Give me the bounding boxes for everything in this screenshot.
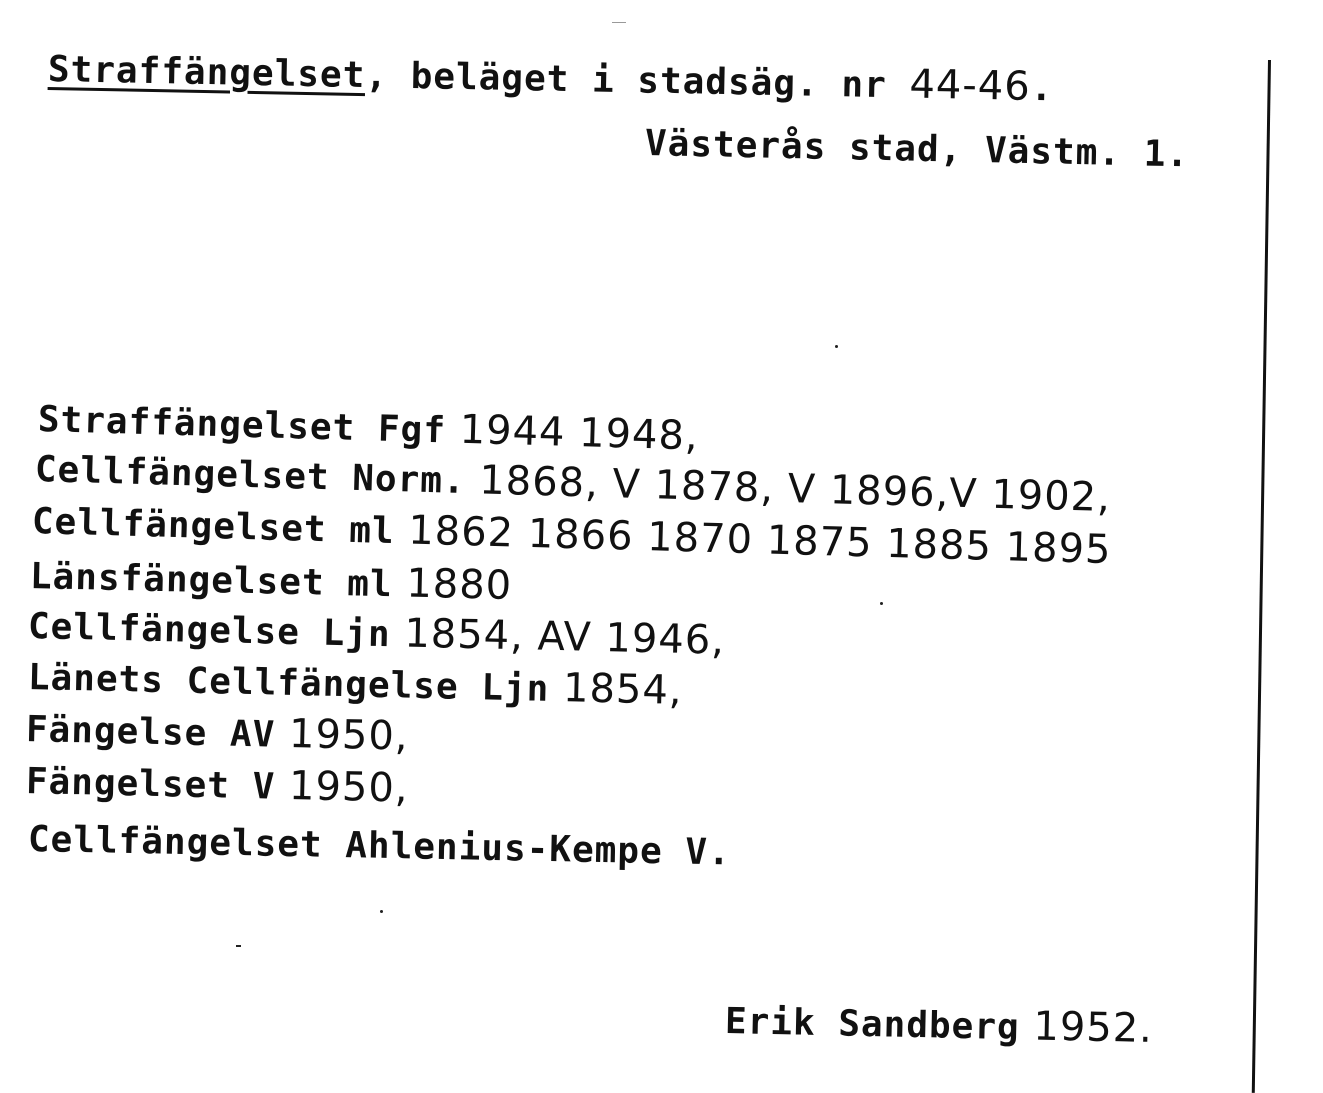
dust-speck xyxy=(380,910,383,913)
entry-name: Cellfängelset Ahlenius-Kempe V. xyxy=(27,819,732,874)
entry-line xyxy=(27,818,732,874)
card-title xyxy=(47,48,1054,110)
entry-years: 1862 1866 1870 1875 1885 1895 xyxy=(393,507,1113,574)
location-line: Västerås stad, Västm. 1. xyxy=(644,123,1190,176)
entry-line xyxy=(27,605,726,664)
entry-years: 1950, xyxy=(274,710,410,760)
dust-speck xyxy=(236,945,241,947)
signature-line xyxy=(724,1000,1154,1052)
entry-years: 1854, xyxy=(548,664,684,714)
entry-line xyxy=(29,555,513,609)
entry-years: 1868, V 1878, V 1896,V 1902, xyxy=(465,457,1112,522)
entry-years: 1944 1948, xyxy=(445,406,700,460)
entry-line xyxy=(25,708,410,760)
entry-name: Straffängelset Fgf xyxy=(37,399,447,452)
dust-speck xyxy=(612,22,626,23)
dust-speck xyxy=(880,602,883,605)
dust-speck xyxy=(835,345,838,348)
entry-name: Cellfängelse Ljn xyxy=(27,606,392,656)
entry-name: Cellfängelset ml xyxy=(31,501,396,553)
entry-line xyxy=(37,398,700,460)
plot-number: 44-46 xyxy=(909,61,1032,110)
title-key: Straffängelset xyxy=(47,49,366,97)
entry-name: Fängelse AV xyxy=(25,709,276,756)
entry-years: 1880 xyxy=(392,560,513,609)
entry-years: 1854, AV 1946, xyxy=(390,610,726,664)
entry-name: Länets Cellfängelse Ljn xyxy=(27,657,550,710)
title-rest: , beläget i stadsäg. nr xyxy=(364,55,910,107)
entry-name: Fängelset V xyxy=(25,761,276,808)
entry-line xyxy=(25,760,410,812)
entry-name: Länsfängelset ml xyxy=(29,556,394,606)
title-end: . xyxy=(1030,67,1054,110)
signature-year: 1952. xyxy=(1019,1003,1154,1052)
entry-name: Cellfängelset Norm. xyxy=(34,449,467,503)
card-edge-line xyxy=(1252,60,1271,1093)
entry-line xyxy=(27,656,684,714)
entry-years: 1950, xyxy=(274,762,410,812)
signature-name: Erik Sandberg xyxy=(724,1001,1021,1049)
